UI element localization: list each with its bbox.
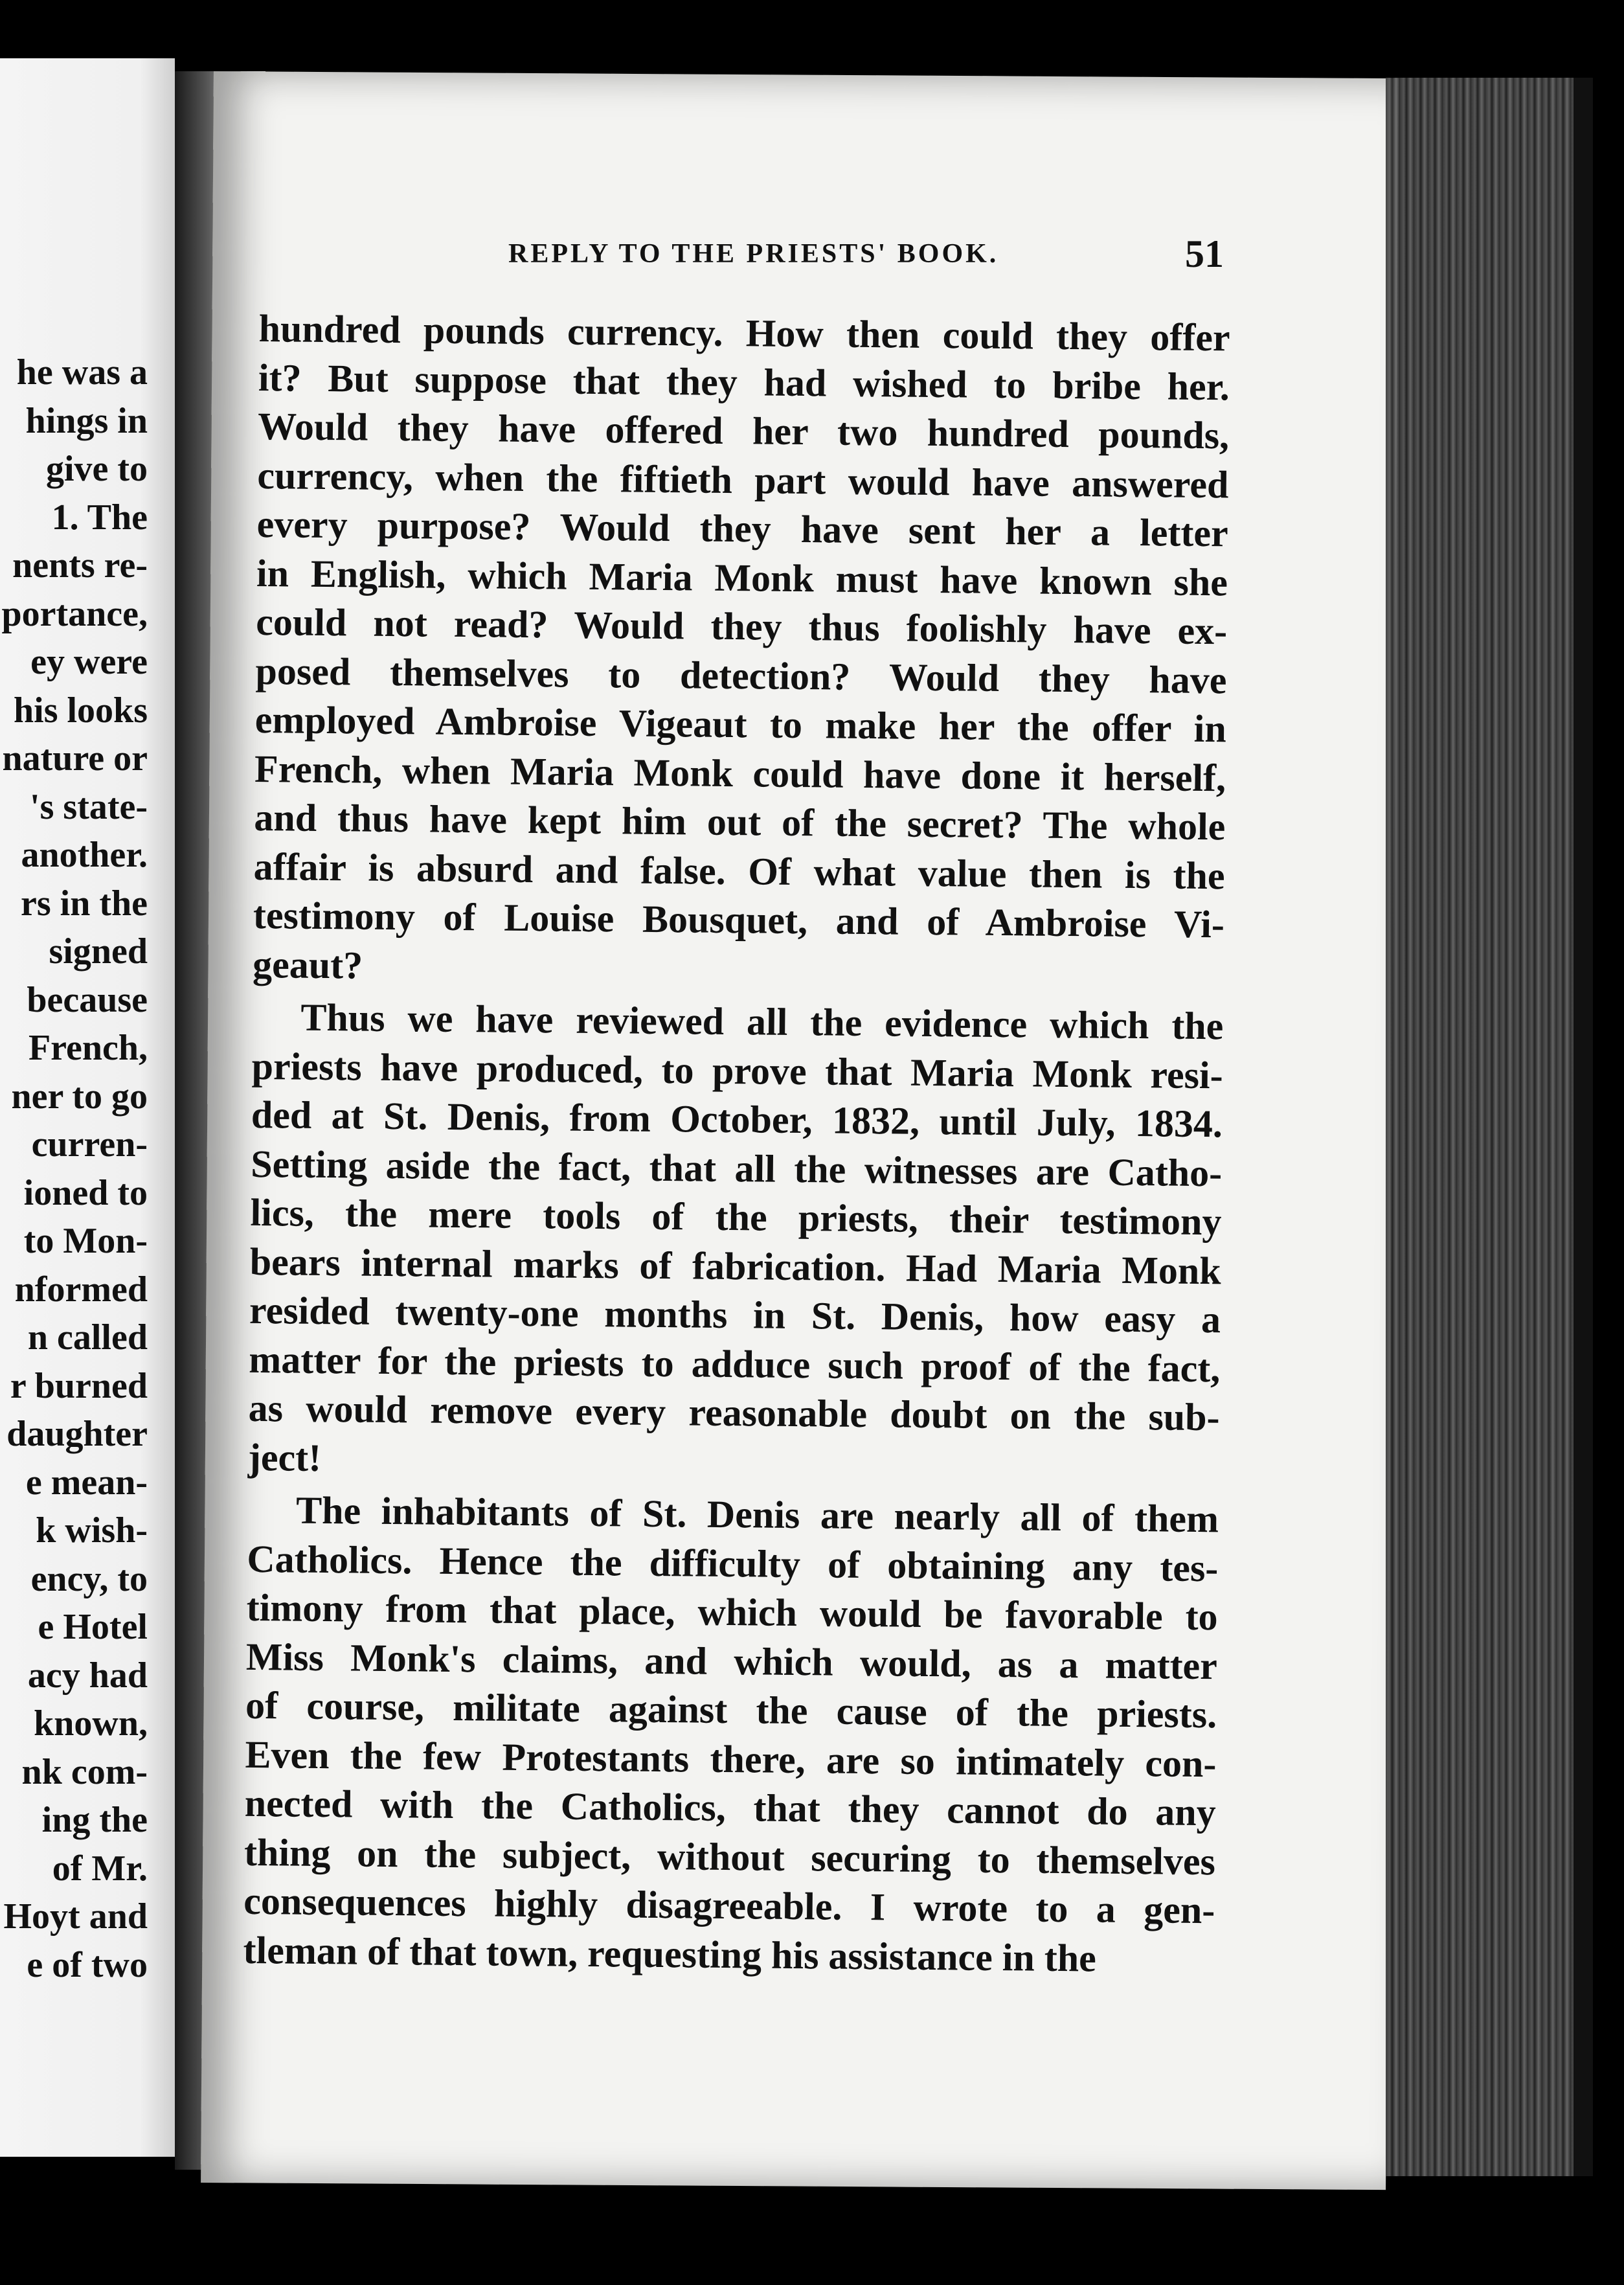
left-page-line: because: [27, 979, 148, 1020]
left-page-line: 1. The: [51, 497, 148, 538]
text-line: in English, which Maria Monk must have known she: [256, 551, 1228, 604]
left-page-line: known,: [34, 1703, 148, 1744]
left-page-line: French,: [28, 1028, 148, 1068]
text-line: Miss Monk's claims, and which would, as a matter: [245, 1635, 1218, 1687]
text-line: hundred pounds currency. How then could they offer: [258, 306, 1230, 359]
text-line: The inhabitants of St. Denis are nearly all of them: [295, 1488, 1219, 1541]
text-line: tleman of that town, requesting his assistance in the: [243, 1928, 1097, 1980]
left-page-line: 's state-: [30, 786, 148, 827]
text-line: and thus have kept him out of the secret? The whole: [254, 795, 1226, 848]
running-head: REPLY TO THE PRIESTS' BOOK.: [508, 239, 999, 269]
text-line: geaut?: [252, 942, 363, 987]
left-facing-page: [0, 58, 175, 2157]
text-line: nected with the Catholics, that they cannot do any: [244, 1781, 1217, 1834]
left-page-line: signed: [49, 931, 148, 972]
text-line: Setting aside the fact, that all the witnesses are Catho-: [250, 1142, 1223, 1194]
text-line: French, when Maria Monk could have done it herself,: [254, 747, 1226, 799]
paragraph: [253, 304, 1230, 998]
paragraph: [248, 993, 1224, 1491]
text-line: lics, the mere tools of the priests, their testimony: [250, 1190, 1222, 1244]
left-page-line: give to: [45, 449, 148, 489]
text-line: priests have produced, to prove that Maria Monk resi-: [251, 1044, 1223, 1097]
text-line: resided twenty-one months in St. Denis, how easy a: [249, 1288, 1221, 1341]
left-page-line: ing the: [41, 1800, 148, 1840]
left-page-line: another.: [21, 835, 148, 875]
text-line: Would they have offered her two hundred pounds,: [257, 404, 1230, 457]
body-text: [243, 304, 1230, 1984]
left-page-line: ioned to: [23, 1172, 148, 1213]
text-line: posed themselves to detection? Would they have: [255, 649, 1227, 701]
text-line: it? But suppose that they had wished to bribe her.: [258, 356, 1230, 408]
left-page-line: daughter: [6, 1414, 148, 1454]
left-page-line: ency, to: [30, 1558, 148, 1599]
text-line: timony from that place, which would be favorable to: [246, 1586, 1218, 1639]
left-page-line: portance,: [1, 593, 148, 634]
left-page-line: his looks: [14, 690, 148, 731]
text-line: Even the few Protestants there, are so intimately con-: [245, 1733, 1217, 1785]
left-page-line: k wish-: [36, 1510, 148, 1551]
left-page-line: nformed: [14, 1269, 148, 1310]
text-line: Thus we have reviewed all the evidence which the: [300, 995, 1224, 1048]
left-page-line: ey were: [30, 642, 148, 682]
paragraph: [243, 1486, 1219, 1984]
book-cover-edge: [1573, 78, 1593, 2176]
page-number: 51: [1185, 233, 1224, 275]
left-page-line: rs in the: [21, 883, 148, 924]
left-page-line: nk com-: [21, 1751, 148, 1792]
left-page-line: e of two: [27, 1944, 148, 1985]
text-line: as would remove every reasonable doubt on the sub-: [248, 1386, 1220, 1439]
text-line: consequences highly disagreeable. I wrote to a gen-: [243, 1879, 1215, 1932]
text-line: every purpose? Would they have sent her a letter: [256, 502, 1228, 555]
left-page-line: n called: [27, 1317, 148, 1358]
left-page-line: r burned: [10, 1365, 148, 1406]
text-line: affair is absurd and false. Of what value then is the: [253, 845, 1225, 897]
text-line: could not read? Would they thus foolishly have ex-: [255, 600, 1228, 653]
text-line: testimony of Louise Bousquet, and of Ambroise Vi-: [253, 893, 1225, 946]
text-line: employed Ambroise Vigeaut to make her the offer in: [254, 698, 1227, 751]
left-page-line: ner to go: [11, 1076, 148, 1117]
left-page-text-fragments: [1, 348, 148, 1989]
text-line: ject!: [247, 1435, 322, 1479]
text-line: currency, when the fiftieth part would have answered: [257, 453, 1229, 506]
left-page-line: of Mr.: [52, 1848, 148, 1889]
left-page-line: to Mon-: [23, 1221, 148, 1261]
text-line: matter for the priests to adduce such proof of the fact,: [249, 1337, 1221, 1390]
text-line: Catholics. Hence the difficulty of obtaining any tes-: [247, 1537, 1219, 1589]
page-edges: [1386, 78, 1573, 2176]
text-line: thing on the subject, without securing to themselves: [243, 1830, 1216, 1883]
text-line: ded at St. Denis, from October, 1832, until July, 1834.: [251, 1093, 1223, 1146]
left-page-line: acy had: [27, 1655, 148, 1696]
left-page-line: hings in: [25, 400, 148, 441]
left-page-line: nature or: [2, 738, 148, 779]
left-page-line: e Hotel: [38, 1607, 148, 1647]
left-page-line: e mean-: [25, 1462, 148, 1503]
left-page-line: curren-: [31, 1124, 148, 1165]
text-line: of course, militate against the cause of the priests.: [245, 1683, 1217, 1736]
text-line: bears internal marks of fabrication. Had Maria Monk: [249, 1240, 1222, 1292]
left-page-line: he was a: [16, 352, 148, 392]
left-page-line: nents re-: [12, 545, 148, 585]
left-page-line: Hoyt and: [3, 1896, 148, 1937]
